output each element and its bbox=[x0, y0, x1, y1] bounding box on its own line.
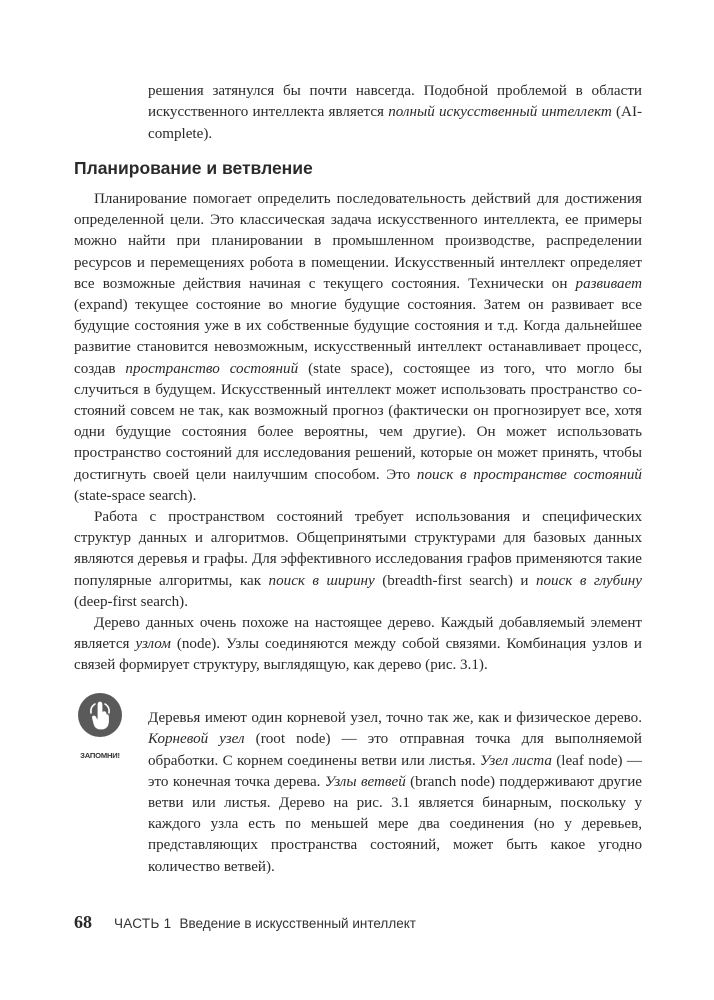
intro-term: полный искусственный интеллект bbox=[388, 104, 612, 121]
note-text: (root node) — это отправная точка для выполняемой обработки. С корнем соединены ветви или листья. bbox=[148, 731, 642, 769]
paragraph-text: (state space), состоящее из того, что могло бы случиться в будущем. Искусственный интеллект может использовать пространство состояний совсем не так, как возможный прогноз (фактически он прогнозирует все, хотя одни будущие состояния более вероятны, чем другие). Он может использовать пространство состояний для исследования решений, которые он может принять, чтобы достигнуть своей цели наилучшим способом. Это bbox=[74, 360, 642, 483]
term-root-node: Корневой узел bbox=[148, 731, 245, 748]
intro-text: (AI-complete). bbox=[148, 104, 643, 142]
paragraph-text: (node). Узлы соединяются между собой связями. Комбинация узлов и связей формирует структуру, выглядящую, как дерево (рис. 3.1). bbox=[74, 636, 642, 674]
note-text: Деревья имеют один корневой узел, точно так же, как и физическое дерево. bbox=[148, 710, 642, 727]
remember-label: ЗАПОМНИ! bbox=[80, 751, 120, 760]
section-title: Планирование и ветвление bbox=[74, 158, 313, 178]
paragraph-text: (breadth-first search) и bbox=[374, 572, 536, 589]
paragraph-text: Работа с пространством состояний требует использования и специфических структур данных и алгоритмов. Общепринятыми структурами для базовых данных являются деревья и графы. Для эффективного исследования графов применяются такие популярные алгоритмы, как bbox=[74, 509, 642, 589]
term-state-space-search: поиск в пространстве состояний bbox=[416, 466, 642, 483]
term-node: узлом bbox=[135, 636, 171, 653]
term-breadth-first: поиск в ширину bbox=[268, 572, 375, 589]
note-text: (branch node) поддерживают другие ветви или листья. Дерево на рис. 3.1 является бинарным, поскольку у каждого узла есть по меньшей мере два соединения (но у деревьев, представляющих пространства состояний, может быть какое угодно количество ветвей). bbox=[148, 773, 642, 875]
page-number: 68 bbox=[74, 912, 92, 932]
part-label: ЧАСТЬ 1 bbox=[114, 916, 172, 931]
term-expand: развивает bbox=[575, 275, 642, 292]
paragraph-data-structures bbox=[74, 507, 642, 613]
intro-text: решения затянулся бы почти навсегда. Подобной проблемой в области искусственного интеллекта является bbox=[148, 83, 642, 121]
paragraph-planning bbox=[74, 189, 642, 507]
chapter-title: Введение в искусственный интеллект bbox=[179, 916, 416, 931]
page-footer bbox=[74, 912, 654, 936]
remember-note-text bbox=[148, 708, 642, 878]
term-leaf-node: Узел листа bbox=[479, 752, 552, 769]
paragraph-text: (state-space search). bbox=[74, 487, 197, 504]
term-depth-first: поиск в глубину bbox=[535, 572, 642, 589]
intro-paragraph bbox=[148, 81, 642, 145]
paragraph-text: Дерево данных очень похоже на настоящее дерево. Каждый добавляемый элемент является bbox=[74, 615, 642, 653]
term-branch-node: Узлы ветвей bbox=[324, 773, 406, 790]
note-text: (leaf node) — это конечная точка дерева. bbox=[148, 752, 642, 790]
section-body bbox=[74, 189, 642, 677]
paragraph-text: Планирование помогает определить последовательность действий для достижения определенной цели. Это классическая задача искусственного интеллекта, ее примеры можно найти при планировании в промышленном производстве, распределении ресурсов и перемещениях робота в помещении. Искусственный интеллект определяет все возможные действия начиная с текущего состояния. Технически он bbox=[74, 191, 642, 292]
tapping-hand-icon bbox=[78, 693, 122, 737]
paragraph-text: (expand) текущее состояние во многие будущие состояния. Затем он развивает все будущие состояния уже в их собственные будущие состояния и т.д. Когда дальнейшее развитие становится невозможным, искусственный интеллект останавливает процесс, создав bbox=[74, 297, 642, 377]
remember-note-icon bbox=[74, 693, 126, 763]
paragraph-text: (deep-first search). bbox=[74, 593, 188, 610]
paragraph-tree bbox=[74, 613, 642, 677]
term-state-space: пространство состояний bbox=[125, 360, 299, 377]
